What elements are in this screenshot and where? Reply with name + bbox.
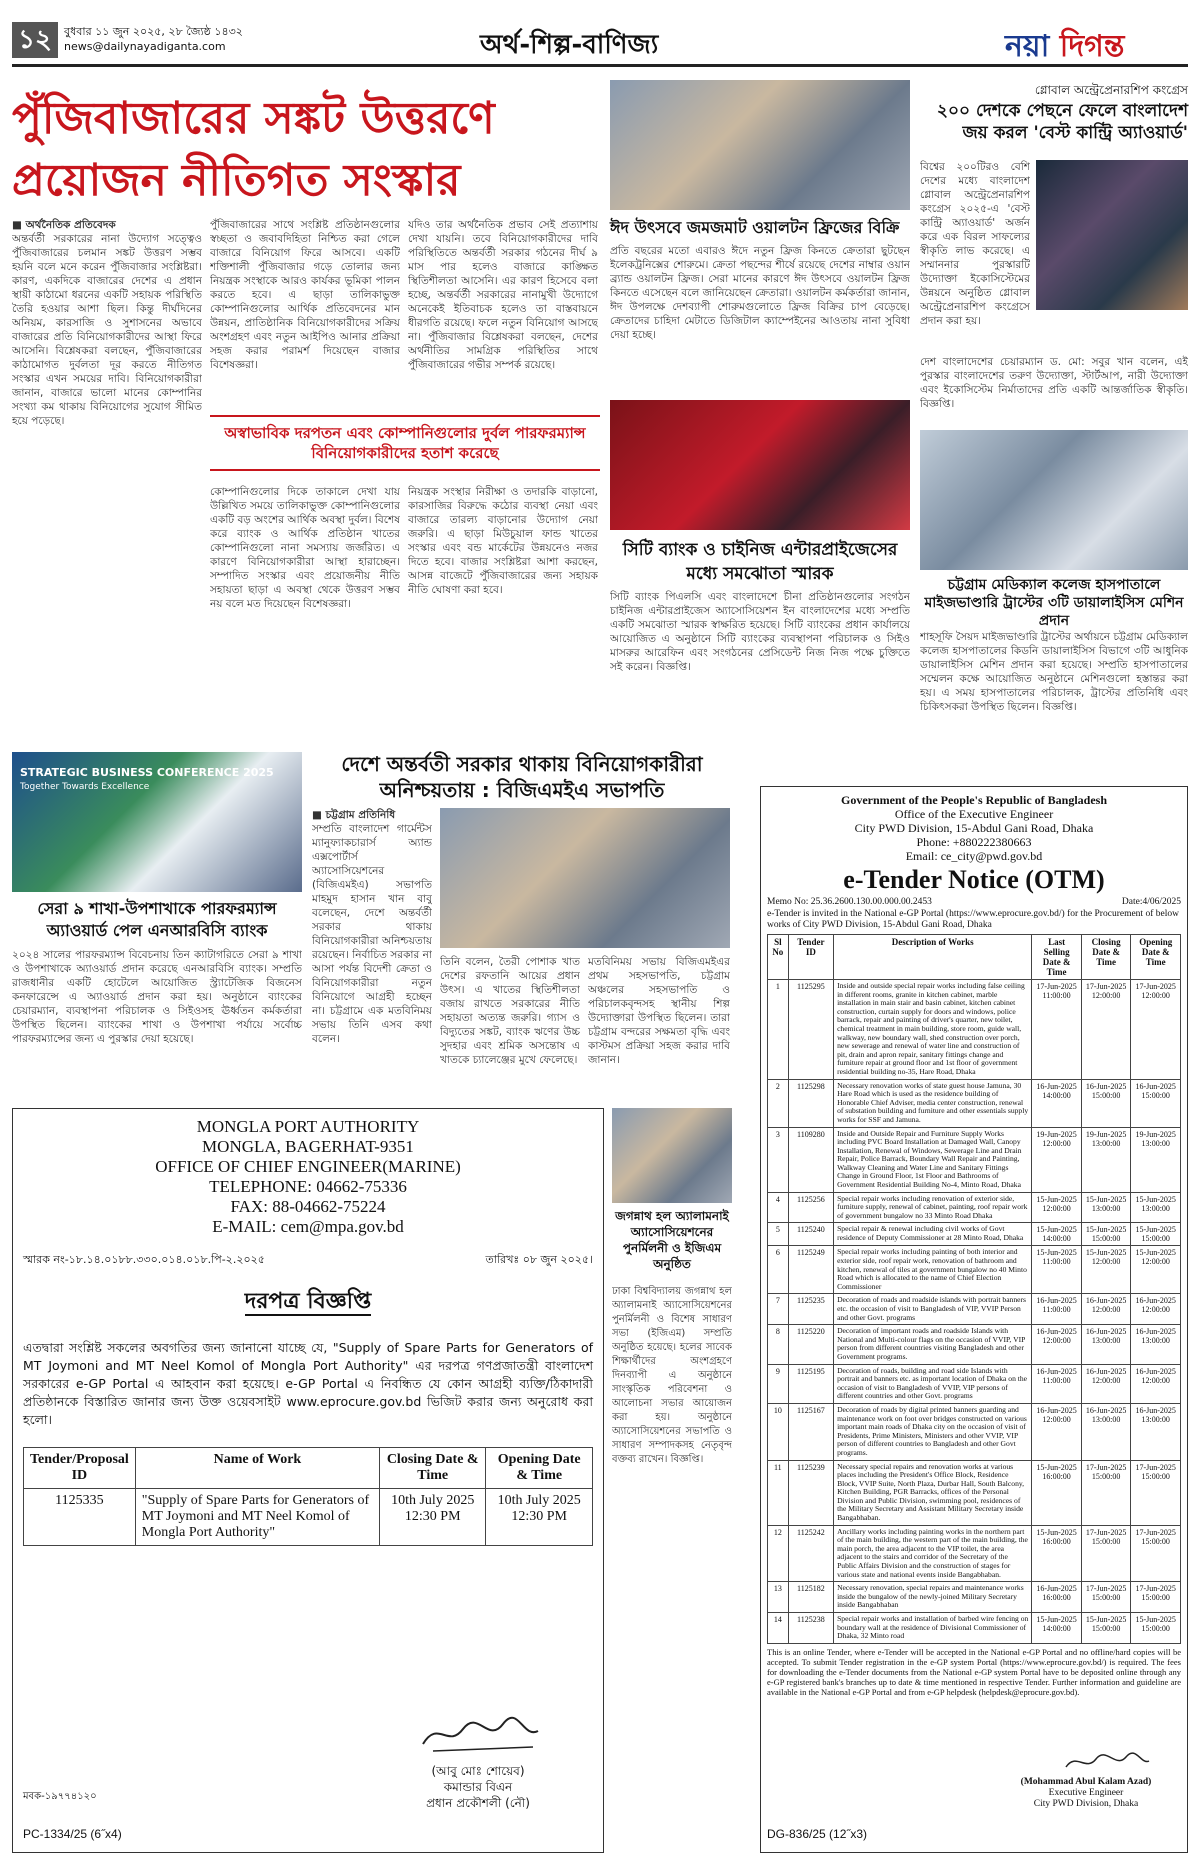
global-body-2: দেশ বাংলাদেশের চেয়ারম্যান ড. মো: সবুর খান বলেন, এই পুরস্কার বাংলাদেশের তরুণ উদ্যোক্তা, স্টার্টআপ, নারী উদ্যোক্তা এবং ইকোসিস্টেম নির্মাতাদের প্রতি একটি আন্তর্জাতিক স্বীকৃতি। বিজ্ঞপ্তি। xyxy=(920,356,1188,410)
mongla-table xyxy=(23,1447,593,1546)
mongla-th-opening: Opening Date & Time xyxy=(486,1448,593,1489)
section-title: অর্থ-শিল্প-বাণিজ্য xyxy=(480,30,659,60)
mongla-tel: TELEPHONE: 04662-75336 xyxy=(209,1177,407,1196)
table-row: 1 1125295 Inside and outside special repair works including false ceiling in different rooms, granite in kitchen cabinet, marble installation in main stair and basin cabinet, kitchen cabinet construction, curtain supply for doors and windows, police barrack, repair and painting of driver's quarter, new toilet, chemical treatment in main building, store room, guide wall, walkway, new boundary wall, shed construction over porch, new sewerage and renewal of water line and construction of pit, drain and apron repair, sanitary fittings change and furniture repair at ground floor and 1st floor of government residential building no-35, Hare Road, Dhaka 17-Jun-2025 11:00:00 17-Jun-2025 12:00:00 17-Jun-2025 12:00:00 xyxy=(768,980,1181,1080)
nrbc-photo xyxy=(12,752,302,892)
walton-body: প্রতি বছরের মতো এবারও ঈদে নতুন ফ্রিজ কিনতে ক্রেতারা ছুটছেন ইলেকট্রনিক্সের শোরুমে। ক্রেতা পছন্দের শীর্ষে রয়েছে দেশের নাম্বার ওয়ান ব্র্যান্ড ওয়ালটন ফ্রিজ। সেরা মানের কারণে ঈদ উৎসবে ওয়ালটন ফ্রিজ কিনতে এসেছেন বলে জানিয়েছেন ক্রেতারা। ওয়ালটন কর্মকর্তারা জানান, ঈদ উপলক্ষে দেশব্যাপী শোরুমগুলোতে ফ্রিজ বিক্রির চাপ বেড়েছে। ক্রেতাদের চাহিদা মেটাতে ডিজিটাল ক্যাম্পেইনের আওতায় নানা সুবিধা দেয়া হচ্ছে। xyxy=(610,245,910,341)
pwd-date: Date:4/06/2025 xyxy=(1121,897,1181,907)
table-row: 10 1125167 Decoration of roads by digital printed banners guarding and maintenance work on foot over bridges constructed on various important main roads of Dhaka city on the occasion of visit of Presidents, Prime Ministers, Ministers and other VVIP, VIP person of different countries to Bangladesh and other Govt programs. 16-Jun-2025 12:00:00 16-Jun-2025 13:00:00 16-Jun-2025 13:00:00 xyxy=(768,1403,1181,1460)
pwd-gov: Government of the People's Republic of Bangladesh xyxy=(841,793,1107,807)
pwd-ad-code: DG-836/25 (12˝x3) xyxy=(767,1827,868,1841)
mongla-office: OFFICE OF CHIEF ENGINEER(MARINE) xyxy=(155,1157,461,1176)
mongla-signer: (আবু মোঃ শোয়েব) xyxy=(431,1764,525,1778)
table-row: 13 1125182 Necessary renovation, special repairs and maintenance works inside the bungalow of the newly-joined Military Secretary inside Bangabhaban 16-Jun-2025 16:00:00 17-Jun-2025 15:00:00 17-Jun-2025 15:00:00 xyxy=(768,1582,1181,1613)
chattogram-body: শাহসূফি সৈয়দ মাইজভাণ্ডারি ট্রাস্টের অর্থায়নে চট্টগ্রাম মেডিক্যাল কলেজ হাসপাতালের কিডনি ডায়ালাইসিস বিভাগে ৩টি আধুনিক ডায়ালাইসিস মেশিন প্রদান করা হয়েছে। সম্প্রতি হাসপাতালের সম্মেলন কক্ষে আয়োজিত অনুষ্ঠানে মেশিনগুলো হস্তান্তর করা হয়। এ সময় হাসপাতালের পরিচালক, ট্রাস্টের প্রতিনিধি এবং চিকিৎসকরা উপস্থিত ছিলেন। বিজ্ঞপ্তি। xyxy=(920,631,1188,713)
newspaper-logo: নয়া দিগন্ত xyxy=(1005,29,1125,64)
pwd-title: e-Tender Notice (OTM) xyxy=(843,865,1105,894)
table-row: 11 1125239 Necessary special repairs and renovation works at various places including the President's Office Block, Residence Block, VVIP Suite, North Plaza, Durbar Hall, South Balcony, Kitchen Building, PGR Barracks, offices of the Personal Division and Public Division, swimming pool, residences of the Military Secretary and Assistant Military Secretary inside Bangabhaban. 15-Jun-2025 16:00:00 17-Jun-2025 15:00:00 17-Jun-2025 15:00:00 xyxy=(768,1460,1181,1525)
website-link[interactable]: news@dailynayadiganta.com xyxy=(64,40,226,53)
pwd-signature xyxy=(1061,1747,1151,1777)
lead-column-4: কোম্পানিগুলোর দিকে তাকালে দেখা যায় উল্লিখিত সময়ে তালিকাভুক্ত কোম্পানিগুলোর একটি বড় অংশের আর্থিক অবস্থা দুর্বল। বিশেষ করে ব্যাংক ও আর্থিক প্রতিষ্ঠান খাতের কোম্পানিগুলো নানা সমস্যায় জর্জরিত। এ কারণে বিনিয়োগকারীরা আস্থা হারাচ্ছেন। সম্পাদিত সংস্কার এবং প্রয়োজনীয় নীতি সহায়তা ছাড়া এ অবস্থা থেকে উত্তরণ সম্ভব নয় বলে মত দিয়েছেন বিশেষজ্ঞরা। xyxy=(210,486,400,610)
chattogram-headline: চট্টগ্রাম মেডিক্যাল কলেজ হাসপাতালে মাইজভাণ্ডারি ট্রাস্টের ৩টি ডায়ালাইসিস মেশিন প্রদান xyxy=(924,577,1184,629)
nrbc-body: ২০২৪ সালের পারফরম্যান্স বিবেচনায় তিন ক্যাটাগরিতে সেরা ৯ শাখা ও উপশাখাকে অ্যাওয়ার্ড প্রদান করেছে এনআরবিসি ব্যাংক। সম্প্রতি রাজধানীর একটি হোটেলে আয়োজিত স্ট্র্যাটেজিক বিজনেস কনফারেন্সে এ অ্যাওয়ার্ড প্রদান করা হয়। অনুষ্ঠানে ব্যাংকের চেয়ারম্যান, ব্যবস্থাপনা পরিচালক ও সিইওসহ ঊর্ধ্বতন কর্মকর্তারা উপস্থিত ছিলেন। ব্যাংকের শাখা ও উপশাখা পর্যায়ে সর্বোচ্চ পারফরম্যান্সের জন্য এ পুরস্কার দেয়া হয়েছে। xyxy=(12,949,302,1045)
bgmea-body-2: তিনি বলেন, তৈরী পোশাক খাত দেশের রফতানি আয়ের প্রধান উৎস। এ খাতের স্থিতিশীলতা বজায় রাখতে সরকারের নীতি সহায়তা অত্যন্ত জরুরি। গ্যাস ও বিদ্যুতের সঙ্কট, ব্যাংক ঋণের উচ্চ সুদহার এবং শ্রমিক অসন্তোষ এ খাতকে চ্যালেঞ্জের মুখে ফেলেছে। xyxy=(440,956,580,1066)
chattogram-photo xyxy=(920,430,1188,570)
nrbc-banner-sub: Together Towards Excellence xyxy=(20,782,150,792)
walton-photo xyxy=(610,80,910,210)
mongla-memo: স্মারক নং-১৮.১৪.০১৮৮.৩৩০.০১৪.০১৮.পি-২.২০২৫ xyxy=(23,1253,265,1266)
pwd-signer: (Mohammad Abul Kalam Azad) xyxy=(1020,1777,1152,1787)
bgmea-byline: ■ চট্টগ্রাম প্রতিনিধি xyxy=(312,809,396,821)
table-row: 3 1109280 Inside and Outside Repair and Furniture Supply Works including PVC Board Installation at Damaged Wall, Canopy Installation, Renewal of Windows, Sewerage Line and Drain Repair, Police Barrack, Boundary Wall Repair and Painting, Walkway Cleaning and Water Line and Sanitary Fittings Change in Ground Floor, 1st Floor and Bathrooms of Government Residential Building No-4, Minto Road, Dhaka 19-Jun-2025 12:00:00 19-Jun-2025 13:00:00 19-Jun-2025 13:00:00 xyxy=(768,1127,1181,1192)
table-row: 12 1125242 Ancillary works including painting works in the northern part of the main building, the western part of the main building, the main porch, the area adjacent to the VIP toilet, the area adjacent to the stairs and corridor of the Secretary of the Public Affairs Division and the construction of stages for various state and national events inside Bangabhaban. 15-Jun-2025 16:00:00 17-Jun-2025 15:00:00 17-Jun-2025 15:00:00 xyxy=(768,1525,1181,1582)
table-row: 5 1125240 Special repair & renewal including civil works of Govt residence of Deputy Commissioner at 28 Minto Road, Dhaka 15-Jun-2025 14:00:00 15-Jun-2025 15:00:00 15-Jun-2025 15:00:00 xyxy=(768,1223,1181,1246)
pwd-th-id: Tender ID xyxy=(788,935,833,980)
lead-column-2: পুঁজিবাজারের সাথে সংশ্লিষ্ট প্রতিষ্ঠানগুলোর স্বচ্ছতা ও জবাবদিহিতা নিশ্চিত করা গেলে বাজারে বিনিয়োগ ফিরে আসবে। একটি শক্তিশালী পুঁজিবাজার গড়ে তোলার জন্য নিয়ন্ত্রক সংস্থাকে আরও কার্যকর ভূমিকা পালন করতে হবে। এ ছাড়া তালিকাভুক্ত কোম্পানিগুলোর আর্থিক প্রতিবেদনের মান উন্নয়ন, প্রাতিষ্ঠানিক বিনিয়োগকারীদের সক্রিয় অংশগ্রহণ এবং নতুন আইপিও আনার প্রক্রিয়া সহজ করার পরামর্শ দিয়েছেন বাজার বিশেষজ্ঞরা। xyxy=(210,219,400,371)
mongla-signature xyxy=(413,1709,543,1759)
pwd-division: City PWD Division, 15-Abdul Gani Road, Dhaka xyxy=(854,821,1094,835)
mongla-th-work: Name of Work xyxy=(135,1448,379,1489)
mongla-signer-title: কমান্ডার বিএন xyxy=(443,1780,513,1794)
dateline: বুধবার ১১ জুন ২০২৫, ২৮ জ্যৈষ্ঠ ১৪৩২ xyxy=(64,25,243,38)
citybank-headline: সিটি ব্যাংক ও চাইনিজ এন্টারপ্রাইজেসের মধ্যে সমঝোতা স্মারক xyxy=(622,540,898,584)
pwd-intro: e-Tender is invited in the National e-GP Portal (https://www.eprocure.gov.bd/) for the Procurement of below works of City PWD Division, 15-Abdul Gani Road, Dhaka xyxy=(767,909,1179,930)
pwd-signer-org: City PWD Division, Dhaka xyxy=(1033,1799,1139,1809)
nrbc-headline: সেরা ৯ শাখা-উপশাখাকে পারফরম্যান্স অ্যাওয়ার্ড পেল এনআরবিসি ব্যাংক xyxy=(37,899,277,940)
citybank-photo xyxy=(610,400,910,530)
mongla-body: এতদ্বারা সংশ্লিষ্ট সকলের অবগতির জন্য জানানো যাচ্ছে যে, "Supply of Spare Parts for Generators of MT Joymoni and MT Neel Komol of Mongla Port Authority" এর দরপত্র গণপ্রজাতন্ত্রী বাংলাদেশ সরকারের e-GP Portal এ আহবান করা হয়েছে। e-GP Portal এ নিবন্ধিত যে কোন আগ্রহী ব্যক্তি/ঠিকাদারী প্রতিষ্ঠানকে বিস্তারিত জানার জন্য উক্ত ওয়েবসাইট www.eprocure.gov.bd ভিজিট করার জন্য অনুরোধ করা হলো। xyxy=(23,1340,593,1427)
global-body: বিশ্বের ২০০টিরও বেশি দেশের মধ্যে বাংলাদেশ গ্লোবাল অন্ট্রেপ্রেনারশিপ কংগ্রেস ২০২৫-এ 'বেস্ট কান্ট্রি অ্যাওয়ার্ড' অর্জন করে এক বিরল সাফল্যের স্বীকৃতি লাভ করেছে। এ সম্মাননার পুরস্কারটি উদ্যোক্তা ইকোসিস্টেমের উন্নয়নে অনুষ্ঠিত গ্লোবাল অন্ট্রেপ্রেনারশিপ কংগ্রেসে প্রদান করা হয়। xyxy=(920,161,1030,327)
table-row: 8 1125220 Decoration of important roads and roadside Islands with National and Multi-colour flags on the occasion of VVIP, VIP person from different countries visiting Bangladesh and other Government programs. 16-Jun-2025 12:00:00 16-Jun-2025 13:00:00 16-Jun-2025 13:00:00 xyxy=(768,1325,1181,1364)
global-award-photo xyxy=(1036,160,1188,310)
citybank-body: সিটি ব্যাংক পিএলসি এবং বাংলাদেশে চীনা প্রতিষ্ঠানগুলোর সংগঠন চাইনিজ এন্টারপ্রাইজেস অ্যাসোসিয়েশন ইন বাংলাদেশের মধ্যে সম্প্রতি একটি সমঝোতা স্মারক স্বাক্ষরিত হয়েছে। সিটি ব্যাংকের প্রধান কার্যালয়ে আয়োজিত এ অনুষ্ঠানে সিটি ব্যাংকের ব্যবস্থাপনা পরিচালক ও সিইও মাসরুর আরেফিন এবং সংগঠনের প্রেসিডেন্ট নিজ নিজ পক্ষে চুক্তিতে সই করেন। বিজ্ঞপ্তি। xyxy=(610,591,910,673)
walton-headline: ঈদ উৎসবে জমজমাট ওয়ালটন ফ্রিজের বিক্রি xyxy=(610,218,900,237)
pwd-th-sl: Sl No xyxy=(768,935,789,980)
mongla-table-row: 1125335 "Supply of Spare Parts for Generators of MT Joymoni and MT Neel Komol of Mongla Port Authority" 10th July 2025 12:30 PM 10th July 2025 12:30 PM xyxy=(24,1489,593,1546)
alumni-body: ঢাকা বিশ্ববিদ্যালয় জগন্নাথ হল অ্যালামনাই অ্যাসোসিয়েশনের পুনর্মিলনী ও বিশেষ সাধারণ সভা (ইজিএম) সম্প্রতি অনুষ্ঠিত হয়েছে। হলের সাবেক শিক্ষার্থীদের অংশগ্রহণে দিনব্যাপী এ অনুষ্ঠানে সাংস্কৃতিক পরিবেশনা ও আলোচনা সভার আয়োজন করা হয়। অনুষ্ঠানে অ্যাসোসিয়েশনের সভাপতি ও সাধারণ সম্পাদকসহ নেতৃবৃন্দ বক্তব্য রাখেন। বিজ্ঞপ্তি। xyxy=(612,1286,732,1465)
page-number: ১২ xyxy=(12,22,58,58)
pwd-footer: This is an online Tender, where e-Tender will be accepted in the National e-GP Portal and no offline/hard copies will be accepted. To submit Tender registration in the e-GP system Portal (https://www.eprocure.gov.bd/) is required. The fees for downloading the e-Tender documents from the National e-GP system Portal have to be deposited online through any e-GP registered bank's branches up to date & time mentioned in respective Tender. Further information and guideline are available in the National e-GP Portal and from e-GP helpdesk (helpdesk@eprocure.gov.bd). xyxy=(767,1646,1181,1697)
pwd-table xyxy=(767,934,1181,1644)
pwd-th-opening: Opening Date & Time xyxy=(1131,935,1181,980)
lead-byline: ■ অর্থনৈতিক প্রতিবেদক xyxy=(12,219,116,231)
pwd-email[interactable]: Email: ce_city@pwd.gov.bd xyxy=(905,849,1043,863)
mongla-org: MONGLA PORT AUTHORITY xyxy=(196,1117,420,1136)
mongla-th-id: Tender/Proposal ID xyxy=(24,1448,136,1489)
table-row: 4 1125256 Special repair works including renovation of exterior side, furniture supply, renewal of cabinet, painting, roof repair work of government bungalow no 33 Minto Road Dhaka 15-Jun-2025 12:00:00 15-Jun-2025 13:00:00 15-Jun-2025 13:00:00 xyxy=(768,1192,1181,1223)
bgmea-headline-2: অনিশ্চয়তায় : বিজিএমইএ সভাপতি xyxy=(379,778,665,802)
pwd-th-closing: Closing Date & Time xyxy=(1081,935,1131,980)
lead-column-1: ■ অর্থনৈতিক প্রতিবেদক অন্তর্বর্তী সরকারের নানা উদ্যোগ সত্ত্বেও পুঁজিবাজারের চলমান সঙ্কট উত্তরণ সম্ভব হয়নি বলে মনে করেন পুঁজিবাজার সংশ্লিষ্টরা। কারণ, একদিকে বাজারের দেশের এ প্রধান স্থায়ী কাঠামো ধরনের একটি সহায়ক পরিস্থিতি তৈরি হওয়ার আশা ছিল। কিন্তু দীর্ঘদিনের অনিয়ম, কারসাজি ও সুশাসনের অভাবে বাজারের প্রতি বিনিয়োগকারীদের আস্থা ফিরে আসেনি। বিশ্লেষকরা বলছেন, পুঁজিবাজারের কাঠামোগত দুর্বলতা দূর করতে নীতিগত সংস্কার এখন সময়ের দাবি। বিনিয়োগকারীরা জানান, বাজারে ভালো মানের কোম্পানির সংখ্যা কম থাকায় বিনিয়োগের সুযোগ সীমিত হয়ে পড়েছে। xyxy=(12,219,202,427)
mongla-pc-code: PC-1334/25 (6˝x4) xyxy=(23,1827,122,1841)
table-row: 6 1125249 Special repair works including painting of both interior and exterior side, roof repair work, renovation of bathroom and kitchen, renewal of tiles at government bungalow no 40 Minto Road which is allocated to the name of Chief Election Commissioner 15-Jun-2025 11:00:00 15-Jun-2025 12:00:00 15-Jun-2025 12:00:00 xyxy=(768,1246,1181,1294)
bgmea-headline: দেশে অন্তর্বতী সরকার থাকায় বিনিয়োগকারীরা xyxy=(341,752,703,776)
dateline-block xyxy=(64,24,243,54)
pwd-memo: Memo No: 25.36.2600.130.00.000.00.2453 xyxy=(767,897,932,907)
mongla-tender-ad xyxy=(12,1108,604,1853)
lead-headline: পুঁজিবাজারের সঙ্কট উত্তরণে প্রয়োজন নীতিগত সংস্কার xyxy=(12,93,495,206)
mongla-addr: MONGLA, BAGERHAT-9351 xyxy=(202,1137,414,1156)
nrbc-banner-title: STRATEGIC BUSINESS CONFERENCE 2025 xyxy=(20,766,274,779)
lead-column-5: নিয়ন্ত্রক সংস্থার নিরীক্ষা ও তদারকি বাড়ানো, কারসাজির বিরুদ্ধে কঠোর ব্যবস্থা নেয়া এবং বাজারে তারল্য বাড়ানোর উদ্যোগ নেয়া জরুরি। এ ছাড়া মিউচুয়াল ফান্ড খাতের সংস্কার এবং বন্ড মার্কেটের উন্নয়নেও নজর দিতে হবে। বাজার সংশ্লিষ্টরা আশা করছেন, আসন্ন বাজেটে পুঁজিবাজারের জন্য সহায়ক নীতি ঘোষণা করা হবে। xyxy=(408,486,598,596)
bgmea-body-3: মতবিনিময় সভায় বিজিএমইএর প্রথম সহসভাপতি, চট্টগ্রাম অঞ্চলের সহসভাপতি ও পরিচালকবৃন্দসহ স্থানীয় শিল্প উদ্যোক্তারা উপস্থিত ছিলেন। তারা চট্টগ্রাম বন্দরের সক্ষমতা বৃদ্ধি এবং কাস্টমস প্রক্রিয়া সহজ করার দাবি জানান। xyxy=(588,956,730,1066)
lead-pullquote: অস্বাভাবিক দরপতন এবং কোম্পানিগুলোর দুর্বল পারফরম্যান্স বিনিয়োগকারীদের হতাশ করেছে xyxy=(210,415,600,471)
table-row: 9 1125195 Decoration of roads, building and road side Islands with portrait and banners etc. as important location of Dhaka on the occasion of visit to Bangladesh of VVIP, VIP persons of different countries and other Govt. programs 16-Jun-2025 11:00:00 16-Jun-2025 12:00:00 16-Jun-2025 12:00:00 xyxy=(768,1364,1181,1403)
alumni-photo xyxy=(612,1108,732,1203)
pwd-th-desc: Description of Works xyxy=(834,935,1032,980)
mongla-date: তারিখঃ ০৮ জুন ২০২৫। xyxy=(485,1253,593,1266)
pwd-etender-ad xyxy=(760,786,1188,1853)
mongla-th-closing: Closing Date & Time xyxy=(380,1448,486,1489)
mongla-ad-code: মবক-১৯৭৭৪১২০ xyxy=(23,1791,97,1802)
pwd-th-selling: Last Selling Date & Time xyxy=(1032,935,1082,980)
table-row: 2 1125298 Necessary renovation works of state guest house Jamuna, 30 Hare Road which is used as the residence building of Honorable Chief Adviser, media center construction, renewal of substation building and furniture and other essentials supply works for SSF and Jamuna. 16-Jun-2025 14:00:00 16-Jun-2025 15:00:00 16-Jun-2025 15:00:00 xyxy=(768,1079,1181,1127)
table-row: 14 1125238 Special repair works and installation of barbed wire fencing on boundary wall at the residence of Divisional Commissioner of Dhaka, 32 Minto road 15-Jun-2025 14:00:00 15-Jun-2025 15:00:00 15-Jun-2025 15:00:00 xyxy=(768,1613,1181,1644)
masthead-rule xyxy=(12,64,1188,67)
global-headline: ২০০ দেশকে পেছনে ফেলে বাংলাদেশ জয় করল 'বেস্ট কান্ট্রি অ্যাওয়ার্ড' xyxy=(936,101,1188,143)
mongla-signer-title-2: প্রধান প্রকৌশলী (নৌ) xyxy=(426,1796,530,1810)
pwd-signer-title: Executive Engineer xyxy=(1048,1788,1124,1798)
table-row: 7 1125235 Decoration of roads and roadside islands with portrait banners etc. the occasion of visit to Bangladesh of VIP, VVIP Person and other Govt. programs 16-Jun-2025 11:00:00 16-Jun-2025 12:00:00 16-Jun-2025 12:00:00 xyxy=(768,1294,1181,1325)
pwd-office: Office of the Executive Engineer xyxy=(894,807,1054,821)
lead-column-3: যদিও তার অর্থনৈতিক প্রভাব সেই প্রত্যাশায় দেখা যায়নি। তবে বিনিয়োগকারীদের দাবি পরিস্থিতিতে অন্তর্বর্তী সরকার গঠনের দীর্ঘ ৯ মাস পার হলেও বাজারে কাঙ্ক্ষিত স্থিতিশীলতা আসেনি। এর কারণ হিসেবে বলা হচ্ছে, অন্তর্বর্তী সরকারের নানামুখী উদ্যোগে অনেকেই ইতিবাচক হলেও তা বাস্তবায়নে ধীরগতি রয়েছে। ফলে নতুন বিনিয়োগ আসছে না। পুঁজিবাজার বিশ্লেষকরা বলছেন, দেশের অর্থনীতির সামগ্রিক পরিস্থিতির সাথে পুঁজিবাজারের গভীর সম্পর্ক রয়েছে। xyxy=(408,219,598,371)
pwd-phone: Phone: +880222380663 xyxy=(916,835,1032,849)
mongla-email[interactable]: E-MAIL: cem@mpa.gov.bd xyxy=(212,1217,404,1236)
bgmea-body: ■ চট্টগ্রাম প্রতিনিধি সম্প্রতি বাংলাদেশ গার্মেন্টস ম্যানুফ্যাকচারার্স অ্যান্ড এক্সপোর্টার্স অ্যাসোসিয়েশনের (বিজিএমইএ) সভাপতি মাহমুদ হাসান খান বাবু বলেছেন, দেশে অন্তর্বর্তী সরকার থাকায় বিনিয়োগকারীরা অনিশ্চয়তায় রয়েছেন। নির্বাচিত সরকার না আসা পর্যন্ত বিদেশী ক্রেতা ও বিনিয়োগকারীরা নতুন বিনিয়োগে আগ্রহী হচ্ছেন না। চট্টগ্রামে এক মতবিনিময় সভায় তিনি এসব কথা বলেন। xyxy=(312,809,432,1045)
alumni-headline: জগন্নাথ হল অ্যালামনাই অ্যাসোসিয়েশনের পুনর্মিলনী ও ইজিএম অনুষ্ঠিত xyxy=(615,1209,729,1271)
bgmea-photo xyxy=(440,808,730,948)
mongla-title: দরপত্র বিজ্ঞপ্তি xyxy=(244,1289,372,1314)
global-kicker: গ্লোবাল অন্ট্রেপ্রেনারশিপ কংগ্রেস xyxy=(1034,83,1188,97)
mongla-fax: FAX: 88-04662-75224 xyxy=(230,1197,386,1216)
